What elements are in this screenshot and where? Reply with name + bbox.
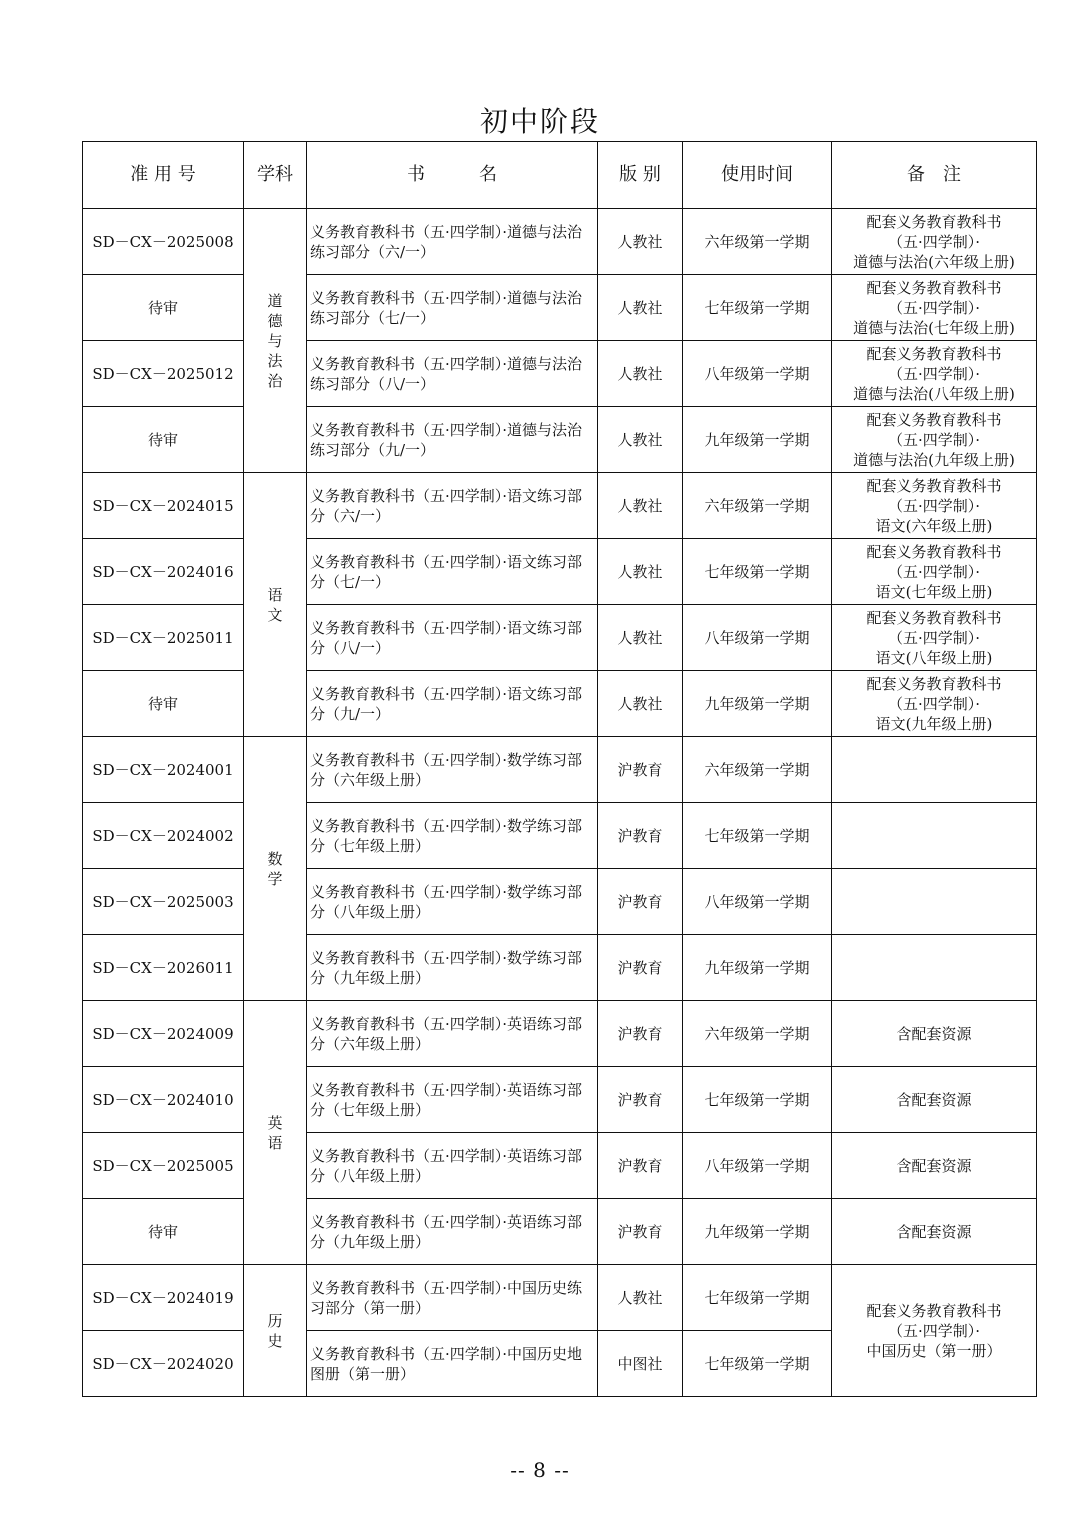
note-line: 配套义务教育教科书 <box>866 212 1002 231</box>
permit-number-cell: 待审 <box>83 275 244 341</box>
publisher-cell: 人教社 <box>598 1265 683 1331</box>
publisher-cell: 沪教育 <box>598 869 683 935</box>
note-line: （五·四学制）· <box>887 694 981 713</box>
permit-number-cell: 待审 <box>83 671 244 737</box>
publisher-cell: 中图社 <box>598 1331 683 1397</box>
note-line: （五·四学制）· <box>887 562 981 581</box>
table-row <box>83 1067 1037 1133</box>
note-cell <box>832 1133 1037 1199</box>
usage-time-cell: 八年级第一学期 <box>683 605 832 671</box>
usage-time-cell: 七年级第一学期 <box>683 1067 832 1133</box>
header-subject: 学科 <box>244 142 307 209</box>
book-name-cell: 义务教育教科书（五·四学制）·语文练习部分（六/一） <box>307 473 598 539</box>
note-line: （五·四学制）· <box>887 232 981 251</box>
subject-cell <box>244 473 307 737</box>
table-row <box>83 275 1037 341</box>
table-row <box>83 737 1037 803</box>
publisher-cell: 沪教育 <box>598 1199 683 1265</box>
permit-number-cell: SD－CX－2025005 <box>83 1133 244 1199</box>
table-row <box>83 935 1037 1001</box>
usage-time-cell: 六年级第一学期 <box>683 209 832 275</box>
book-name-cell: 义务教育教科书（五·四学制）·数学练习部分（六年级上册） <box>307 737 598 803</box>
publisher-cell: 人教社 <box>598 473 683 539</box>
note-line: 配套义务教育教科书 <box>866 608 1002 627</box>
book-name-cell: 义务教育教科书（五·四学制）·语文练习部分（九/一） <box>307 671 598 737</box>
permit-number-cell: SD－CX－2024009 <box>83 1001 244 1067</box>
note-line: 配套义务教育教科书 <box>866 1301 1002 1320</box>
permit-number-cell: SD－CX－2024019 <box>83 1265 244 1331</box>
permit-number-cell: SD－CX－2025008 <box>83 209 244 275</box>
note-cell <box>832 803 1037 869</box>
publisher-cell: 沪教育 <box>598 803 683 869</box>
publisher-cell: 人教社 <box>598 539 683 605</box>
note-cell <box>832 341 1037 407</box>
usage-time-cell: 九年级第一学期 <box>683 1199 832 1265</box>
publisher-cell: 人教社 <box>598 407 683 473</box>
book-name-cell: 义务教育教科书（五·四学制）·数学练习部分（八年级上册） <box>307 869 598 935</box>
usage-time-cell: 八年级第一学期 <box>683 341 832 407</box>
usage-time-cell: 八年级第一学期 <box>683 1133 832 1199</box>
usage-time-cell: 八年级第一学期 <box>683 869 832 935</box>
note-line: 配套义务教育教科书 <box>866 278 1002 297</box>
note-line: （五·四学制）· <box>887 430 981 449</box>
subject-cell <box>244 209 307 473</box>
table-row <box>83 671 1037 737</box>
permit-number-cell: SD－CX－2024001 <box>83 737 244 803</box>
subject-label: 历史 <box>267 1311 283 1350</box>
header-bookname: 书 名 <box>307 142 598 209</box>
table-row <box>83 803 1037 869</box>
publisher-cell: 人教社 <box>598 341 683 407</box>
note-cell <box>832 671 1037 737</box>
table-row <box>83 473 1037 539</box>
table-row <box>83 1265 1037 1331</box>
textbook-table <box>82 141 1037 1397</box>
book-name-cell: 义务教育教科书（五·四学制）·语文练习部分（七/一） <box>307 539 598 605</box>
book-name-cell: 义务教育教科书（五·四学制）·中国历史地图册（第一册） <box>307 1331 598 1397</box>
note-line: 语文(八年级上册) <box>875 648 993 667</box>
table-row <box>83 209 1037 275</box>
subject-label: 数学 <box>267 849 283 888</box>
note-cell <box>832 275 1037 341</box>
note-cell <box>832 407 1037 473</box>
usage-time-cell: 九年级第一学期 <box>683 407 832 473</box>
note-line: 道德与法治(七年级上册) <box>853 318 1015 337</box>
note-line: 含配套资源 <box>896 1222 972 1241</box>
note-line: 含配套资源 <box>896 1024 972 1043</box>
note-line: （五·四学制）· <box>887 1321 981 1340</box>
book-name-cell: 义务教育教科书（五·四学制）·道德与法治练习部分（六/一） <box>307 209 598 275</box>
note-cell <box>832 869 1037 935</box>
note-line: （五·四学制）· <box>887 298 981 317</box>
table-row <box>83 407 1037 473</box>
table-row <box>83 341 1037 407</box>
usage-time-cell: 六年级第一学期 <box>683 473 832 539</box>
header-publisher: 版 别 <box>598 142 683 209</box>
note-line: 语文(六年级上册) <box>875 516 993 535</box>
table-row <box>83 539 1037 605</box>
usage-time-cell: 七年级第一学期 <box>683 1331 832 1397</box>
publisher-cell: 沪教育 <box>598 1067 683 1133</box>
permit-number-cell: SD－CX－2024020 <box>83 1331 244 1397</box>
note-cell <box>832 1001 1037 1067</box>
book-name-cell: 义务教育教科书（五·四学制）·数学练习部分（九年级上册） <box>307 935 598 1001</box>
book-name-cell: 义务教育教科书（五·四学制）·道德与法治练习部分（九/一） <box>307 407 598 473</box>
table-body <box>83 209 1037 1397</box>
book-name-cell: 义务教育教科书（五·四学制）·英语练习部分（六年级上册） <box>307 1001 598 1067</box>
note-line: 配套义务教育教科书 <box>866 410 1002 429</box>
subject-label: 语文 <box>267 585 283 624</box>
permit-number-cell: SD－CX－2025011 <box>83 605 244 671</box>
publisher-cell: 沪教育 <box>598 1001 683 1067</box>
header-time: 使用时间 <box>683 142 832 209</box>
book-name-cell: 义务教育教科书（五·四学制）·语文练习部分（八/一） <box>307 605 598 671</box>
header-note: 备 注 <box>832 142 1037 209</box>
usage-time-cell: 七年级第一学期 <box>683 275 832 341</box>
table-row <box>83 1133 1037 1199</box>
note-cell <box>832 1265 1037 1397</box>
subject-label: 英语 <box>267 1113 283 1152</box>
note-line: 配套义务教育教科书 <box>866 476 1002 495</box>
note-cell <box>832 935 1037 1001</box>
note-line: 含配套资源 <box>896 1090 972 1109</box>
permit-number-cell: SD－CX－2025012 <box>83 341 244 407</box>
subject-cell <box>244 1001 307 1265</box>
permit-number-cell: SD－CX－2026011 <box>83 935 244 1001</box>
subject-label: 道德与法治 <box>267 291 283 390</box>
permit-number-cell: SD－CX－2024015 <box>83 473 244 539</box>
note-cell <box>832 1067 1037 1133</box>
book-name-cell: 义务教育教科书（五·四学制）·英语练习部分（七年级上册） <box>307 1067 598 1133</box>
usage-time-cell: 六年级第一学期 <box>683 1001 832 1067</box>
book-name-cell: 义务教育教科书（五·四学制）·中国历史练习部分（第一册） <box>307 1265 598 1331</box>
usage-time-cell: 六年级第一学期 <box>683 737 832 803</box>
usage-time-cell: 七年级第一学期 <box>683 1265 832 1331</box>
usage-time-cell: 七年级第一学期 <box>683 803 832 869</box>
permit-number-cell: SD－CX－2025003 <box>83 869 244 935</box>
note-line: 道德与法治(九年级上册) <box>853 450 1015 469</box>
note-line: 含配套资源 <box>896 1156 972 1175</box>
note-line: 语文(七年级上册) <box>875 582 993 601</box>
page-number: -- 8 -- <box>510 1458 570 1482</box>
book-name-cell: 义务教育教科书（五·四学制）·道德与法治练习部分（七/一） <box>307 275 598 341</box>
header-permit: 准 用 号 <box>83 142 244 209</box>
publisher-cell: 沪教育 <box>598 737 683 803</box>
publisher-cell: 沪教育 <box>598 1133 683 1199</box>
subject-cell <box>244 1265 307 1397</box>
usage-time-cell: 九年级第一学期 <box>683 671 832 737</box>
note-line: 语文(九年级上册) <box>875 714 993 733</box>
subject-cell <box>244 737 307 1001</box>
publisher-cell: 人教社 <box>598 209 683 275</box>
table-row <box>83 1001 1037 1067</box>
publisher-cell: 人教社 <box>598 275 683 341</box>
book-name-cell: 义务教育教科书（五·四学制）·道德与法治练习部分（八/一） <box>307 341 598 407</box>
note-line: 中国历史（第一册） <box>866 1341 1002 1360</box>
note-cell <box>832 209 1037 275</box>
note-cell <box>832 737 1037 803</box>
permit-number-cell: SD－CX－2024002 <box>83 803 244 869</box>
permit-number-cell: SD－CX－2024016 <box>83 539 244 605</box>
note-cell <box>832 473 1037 539</box>
page-title: 初中阶段 <box>479 105 600 138</box>
note-line: 配套义务教育教科书 <box>866 344 1002 363</box>
permit-number-cell: SD－CX－2024010 <box>83 1067 244 1133</box>
book-name-cell: 义务教育教科书（五·四学制）·英语练习部分（八年级上册） <box>307 1133 598 1199</box>
publisher-cell: 人教社 <box>598 671 683 737</box>
permit-number-cell: 待审 <box>83 1199 244 1265</box>
note-line: （五·四学制）· <box>887 628 981 647</box>
usage-time-cell: 七年级第一学期 <box>683 539 832 605</box>
usage-time-cell: 九年级第一学期 <box>683 935 832 1001</box>
permit-number-cell: 待审 <box>83 407 244 473</box>
note-cell <box>832 605 1037 671</box>
note-cell <box>832 1199 1037 1265</box>
note-line: 配套义务教育教科书 <box>866 542 1002 561</box>
note-line: 道德与法治(八年级上册) <box>853 384 1015 403</box>
publisher-cell: 沪教育 <box>598 935 683 1001</box>
table-row <box>83 869 1037 935</box>
note-line: （五·四学制）· <box>887 364 981 383</box>
book-name-cell: 义务教育教科书（五·四学制）·英语练习部分（九年级上册） <box>307 1199 598 1265</box>
publisher-cell: 人教社 <box>598 605 683 671</box>
note-cell <box>832 539 1037 605</box>
note-line: （五·四学制）· <box>887 496 981 515</box>
table-row <box>83 1199 1037 1265</box>
note-line: 配套义务教育教科书 <box>866 674 1002 693</box>
header-row <box>83 142 1037 209</box>
note-line: 道德与法治(六年级上册) <box>853 252 1015 271</box>
book-name-cell: 义务教育教科书（五·四学制）·数学练习部分（七年级上册） <box>307 803 598 869</box>
table-row <box>83 605 1037 671</box>
